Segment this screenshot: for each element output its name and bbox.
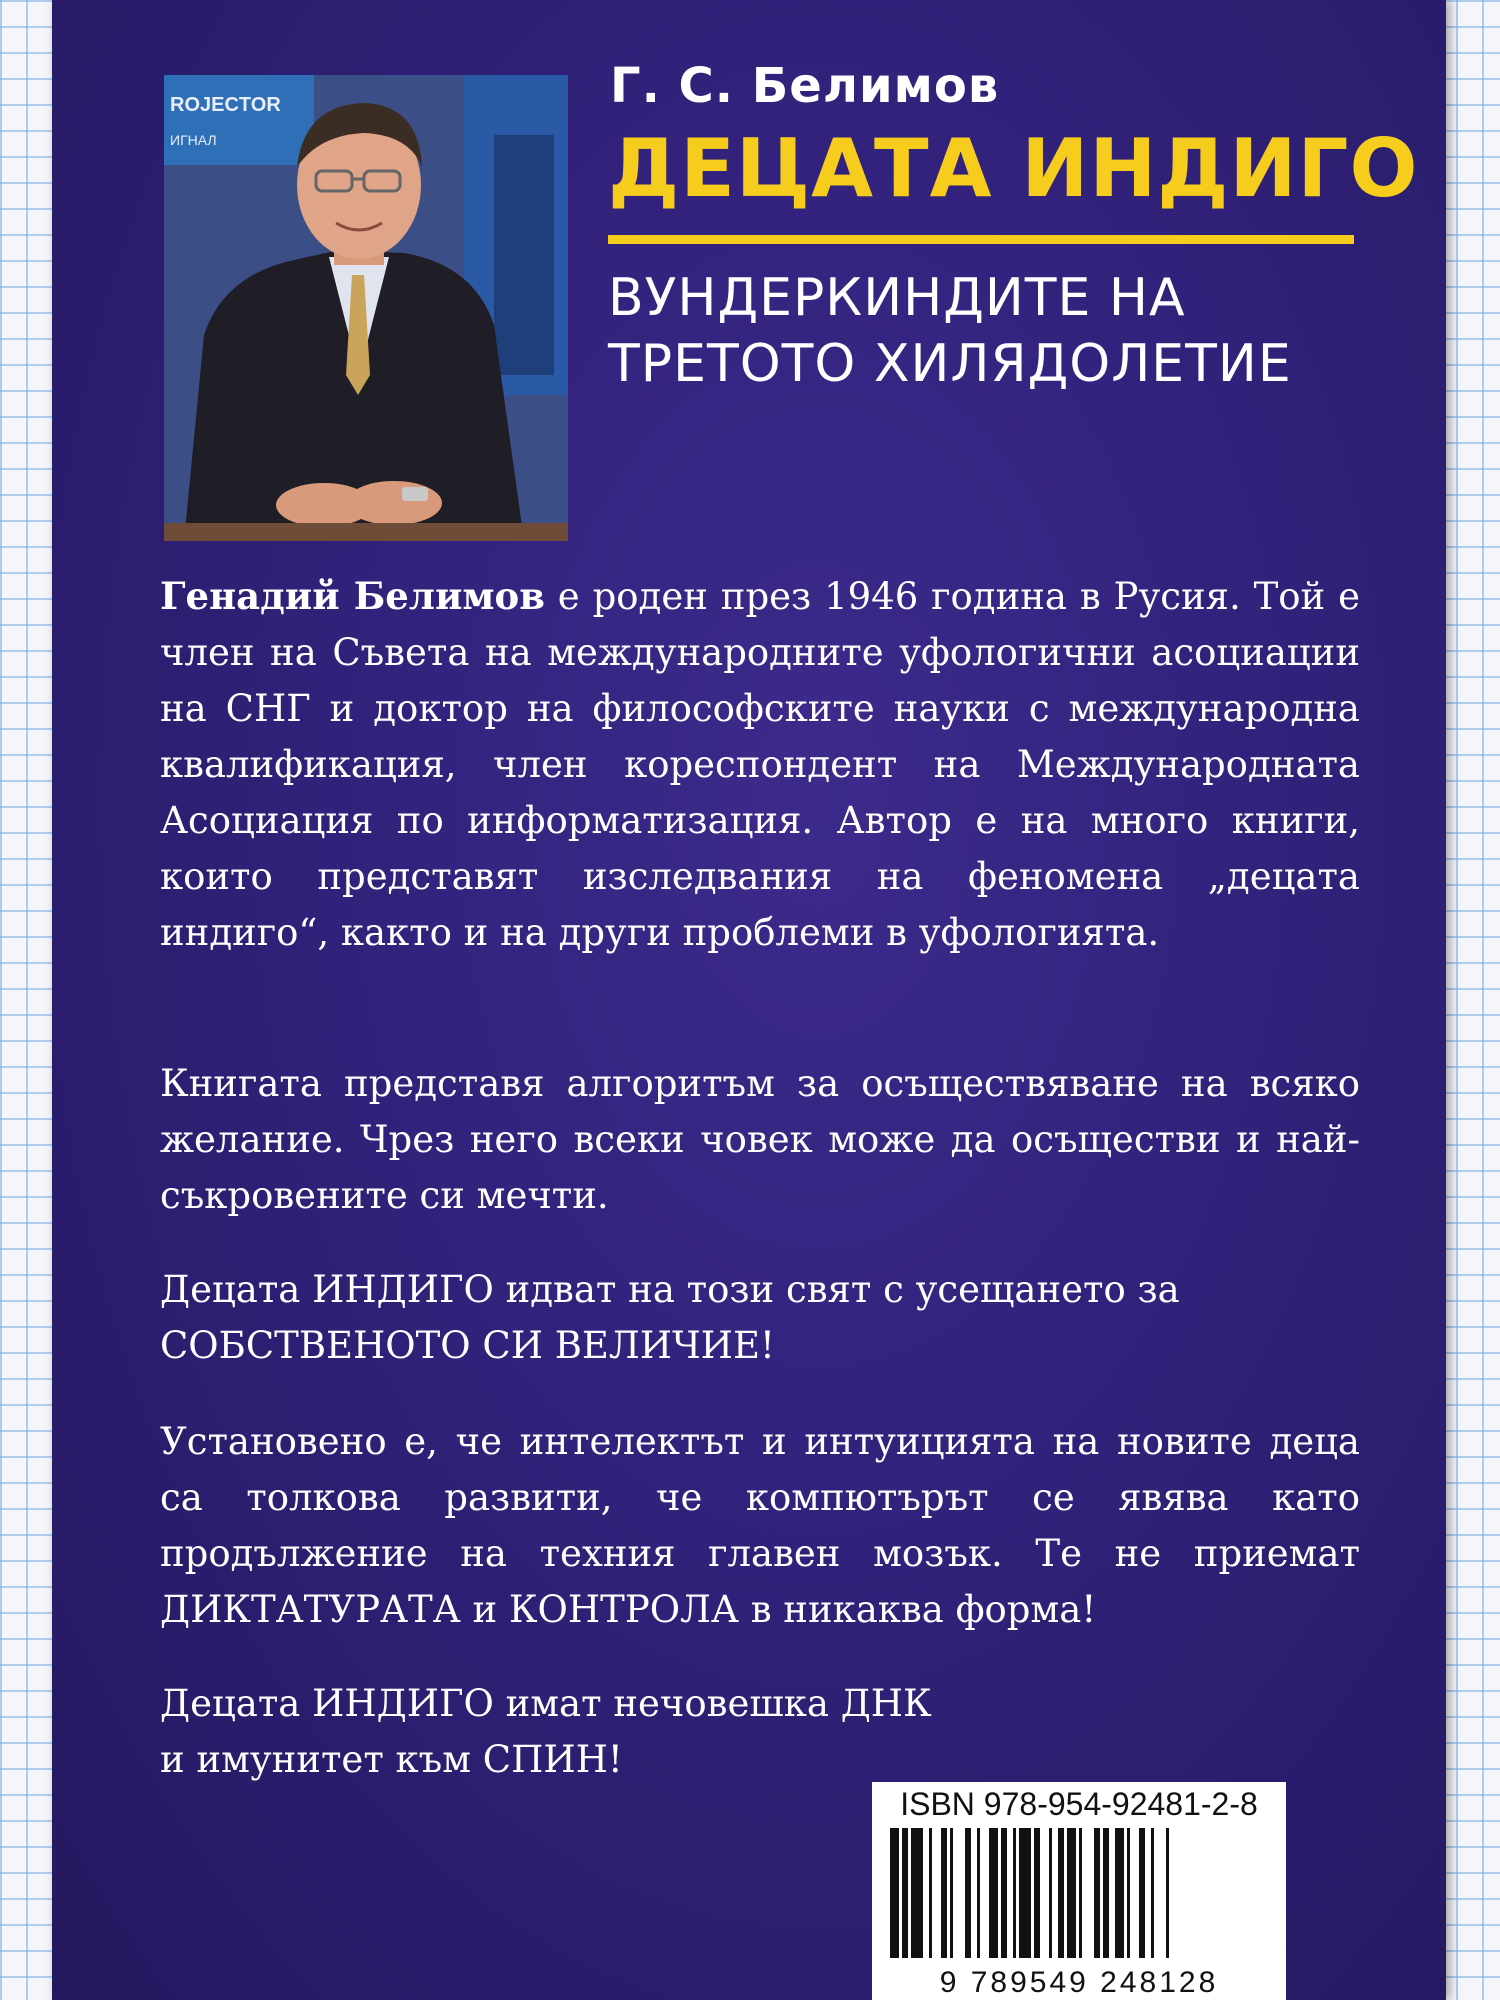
barcode-bar bbox=[1127, 1828, 1130, 1958]
subtitle-line-2: ТРЕТОТО ХИЛЯДОЛЕТИЕ bbox=[608, 334, 1292, 394]
barcode-bar bbox=[1166, 1828, 1169, 1958]
dna-line-2: и имунитет към СПИН! bbox=[160, 1738, 623, 1781]
barcode-bar bbox=[1019, 1828, 1031, 1958]
barcode-bar bbox=[1139, 1828, 1145, 1958]
dna-line-1: Децата ИНДИГО имат нечовешка ДНК bbox=[160, 1682, 932, 1725]
barcode-bar bbox=[950, 1828, 953, 1958]
indigo-greatness-paragraph: Децата ИНДИГО идват на този свят с усещането за СОБСТВЕНОТО СИ ВЕЛИЧИЕ! bbox=[160, 1268, 1180, 1367]
barcode-bar bbox=[1079, 1828, 1082, 1958]
title-underline bbox=[608, 235, 1354, 244]
barcode-bar bbox=[1058, 1828, 1064, 1958]
isbn-text: ISBN 978-954-92481-2-8 bbox=[900, 1786, 1258, 1822]
barcode-label bbox=[872, 1782, 1286, 2000]
author-photo bbox=[164, 75, 568, 541]
dna-paragraph bbox=[160, 1676, 1360, 1788]
barcode-bar bbox=[1094, 1828, 1100, 1958]
barcode-bar bbox=[1115, 1828, 1124, 1958]
bio-author-name: Генадий Белимов bbox=[160, 574, 545, 618]
barcode-bar bbox=[1001, 1828, 1007, 1958]
photo-sign-text-1: ROJECTOR bbox=[170, 94, 281, 116]
barcode-bar bbox=[1067, 1828, 1076, 1958]
photo-sign-text-2: ИГНАЛ bbox=[170, 132, 217, 148]
barcode-bar bbox=[989, 1828, 998, 1958]
book-subtitle bbox=[608, 265, 1368, 397]
barcode-bar bbox=[977, 1828, 980, 1958]
barcode-bar bbox=[1103, 1828, 1109, 1958]
barcode-bar bbox=[929, 1828, 932, 1958]
book-back-cover bbox=[52, 0, 1446, 2000]
intellect-paragraph: Установено е, че интелектът и интуицията на новите деца са толкова развити, че компютърът се явява като продължение на техния главен мозък. Те не приемат ДИКТАТУРАТА и КОНТРОЛА в никаква форма! bbox=[160, 1420, 1360, 1631]
barcode-bar bbox=[941, 1828, 947, 1958]
book-title: ДЕЦАТА ИНДИГО bbox=[608, 122, 1419, 215]
subtitle-line-1: ВУНДЕРКИНДИТЕ НА bbox=[608, 268, 1186, 328]
author-name: Г. С. Белимов bbox=[610, 58, 1000, 114]
barcode-bar bbox=[1049, 1828, 1052, 1958]
barcode-digits: 9 789549 248128 bbox=[939, 1966, 1219, 1999]
barcode-bar bbox=[1151, 1828, 1154, 1958]
barcode-bar bbox=[1034, 1828, 1040, 1958]
barcode-bar bbox=[911, 1828, 923, 1958]
bio-text: е роден през 1946 година в Русия. Той е член на Съвета на международните уфологични асоциации на СНГ и доктор на философските науки с международна квалификация, член кореспондент на Международната Асоциация по информатизация. Автор е на много книги, които представят изследвания на феномена „децата индиго“, както и на други проблеми в уфологията. bbox=[160, 575, 1360, 954]
barcode-bar bbox=[1013, 1828, 1016, 1958]
book-description-paragraph: Книгата представя алгоритъм за осъществяване на всяко желание. Чрез него всеки човек може да осъществи и най-съкровените си мечти. bbox=[160, 1062, 1360, 1217]
barcode-bar bbox=[902, 1828, 908, 1958]
barcode-bar bbox=[965, 1828, 971, 1958]
barcode-bars bbox=[890, 1828, 1268, 1958]
barcode-bar bbox=[890, 1828, 899, 1958]
author-bio-paragraph bbox=[160, 568, 1360, 961]
